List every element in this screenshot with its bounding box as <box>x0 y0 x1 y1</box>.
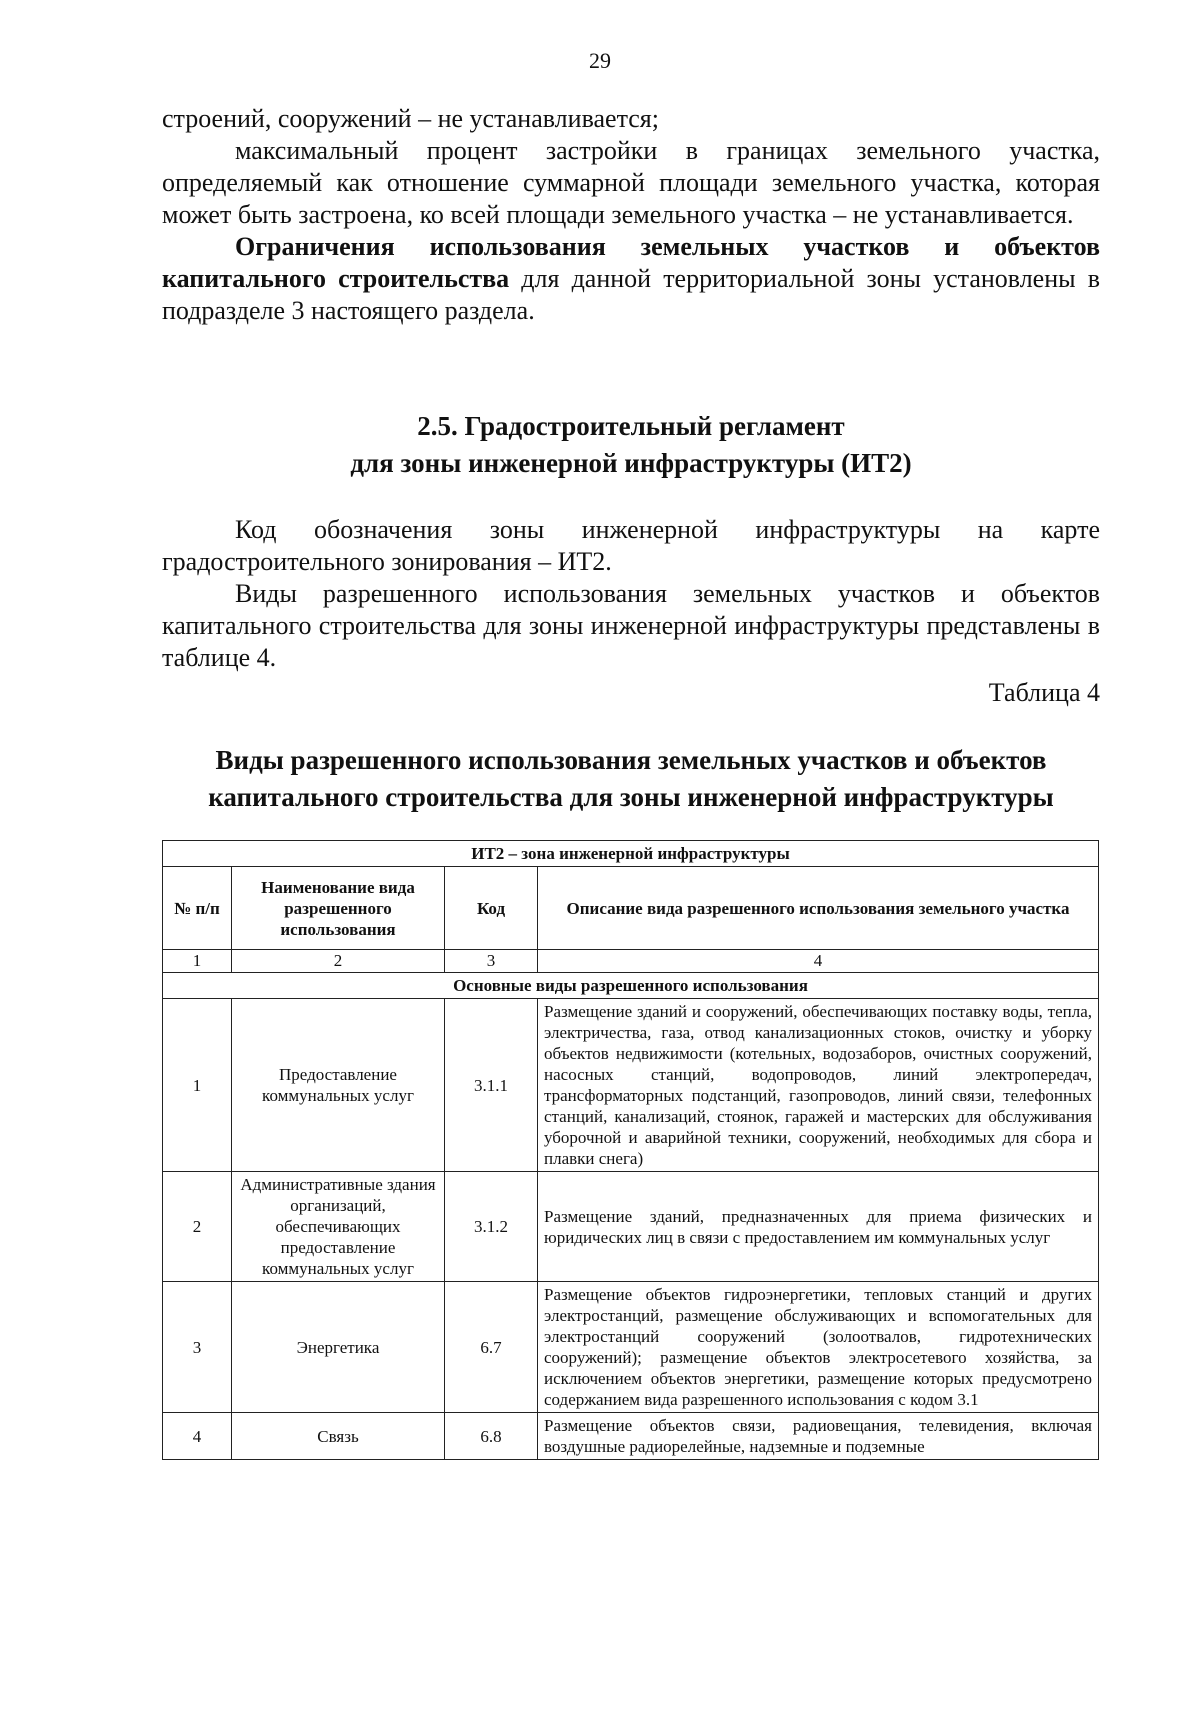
table-title-line-1: Виды разрешенного использования земельных участков и объектов <box>215 745 1047 775</box>
row-name: Предоставление коммунальных услуг <box>232 999 445 1172</box>
column-number: 3 <box>445 950 538 973</box>
row-code: 3.1.2 <box>445 1172 538 1282</box>
row-code: 6.8 <box>445 1413 538 1460</box>
zone-header-row <box>163 841 1099 867</box>
row-code: 6.7 <box>445 1282 538 1413</box>
group-header-cell: Основные виды разрешенного использования <box>163 973 1099 999</box>
section-title <box>162 408 1100 482</box>
section-text <box>162 514 1100 674</box>
table-row <box>163 1413 1099 1460</box>
page-number: 29 <box>589 48 611 73</box>
intro-text <box>162 103 1100 327</box>
column-header-row <box>163 867 1099 950</box>
restrictions-rest-text: для данной территориальной зоны установлены в подразделе 3 настоящего раздела. <box>162 264 1100 325</box>
row-name: Связь <box>232 1413 445 1460</box>
intro-paragraph-building-percent: максимальный процент застройки в границах земельного участка, определяемый как отношение суммарной площади земельного участка, которая может быть застроена, ко всей площади земельного участка – не устанавливается. <box>162 136 1100 229</box>
header-description: Описание вида разрешенного использования земельного участка <box>538 867 1099 950</box>
row-num: 3 <box>163 1282 232 1413</box>
row-name: Энергетика <box>232 1282 445 1413</box>
row-description: Размещение объектов связи, радиовещания, телевидения, включая воздушные радиорелейные, надземные и подземные <box>538 1413 1099 1460</box>
zone-header-cell: ИТ2 – зона инженерной инфраструктуры <box>163 841 1099 867</box>
table-title <box>162 742 1100 816</box>
header-num: № п/п <box>163 867 232 950</box>
row-code: 3.1.1 <box>445 999 538 1172</box>
table-row <box>163 999 1099 1172</box>
row-description: Размещение зданий, предназначенных для приема физических и юридических лиц в связи с предоставлением им коммунальных услуг <box>538 1172 1099 1282</box>
row-name: Административные здания организаций, обеспечивающих предоставление коммунальных услуг <box>232 1172 445 1282</box>
row-description: Размещение зданий и сооружений, обеспечивающих поставку воды, тепла, электричества, газа, отвод канализационных стоков, очистку и уборку объектов недвижимости (котельных, водозаборов, очистных сооружений, насосных станций, водопроводов, линий электропередач, трансформаторных подстанций, газопроводов, линий связи, телефонных станций, канализаций, стоянок, гаражей и мастерских для обслуживания уборочной и аварийной техники, сооружений, необходимых для сбора и плавки снега) <box>538 999 1099 1172</box>
column-number: 1 <box>163 950 232 973</box>
table-row <box>163 1172 1099 1282</box>
zone-code-paragraph: Код обозначения зоны инженерной инфраструктуры на карте градостроительного зонирования – ИТ2. <box>162 515 1100 576</box>
row-num: 2 <box>163 1172 232 1282</box>
table-label: Таблица 4 <box>988 678 1100 707</box>
header-name: Наименование вида разрешенного использования <box>232 867 445 950</box>
column-number-row <box>163 950 1099 973</box>
row-num: 1 <box>163 999 232 1172</box>
table-title-line-2: капитального строительства для зоны инженерной инфраструктуры <box>208 782 1054 812</box>
row-num: 4 <box>163 1413 232 1460</box>
table-row <box>163 1282 1099 1413</box>
row-description: Размещение объектов гидроэнергетики, тепловых станций и других электростанций, размещение обслуживающих и вспомогательных для электростанций сооружений (золоотвалов, гидротехнических сооружений); размещение объектов электросетевого хозяйства, за исключением объектов энергетики, размещение которых предусмотрено содержанием вида разрешенного использования с кодом 3.1 <box>538 1282 1099 1413</box>
section-title-line-2: для зоны инженерной инфраструктуры (ИТ2) <box>350 448 912 478</box>
header-code: Код <box>445 867 538 950</box>
restrictions-bold-text: Ограничения использования земельных участков и объектов капитального строительства <box>162 232 1100 293</box>
column-number: 2 <box>232 950 445 973</box>
intro-paragraph-restrictions <box>162 231 1100 327</box>
permitted-uses-paragraph: Виды разрешенного использования земельных участков и объектов капитального строительства для зоны инженерной инфраструктуры представлены в таблице 4. <box>162 579 1100 672</box>
section-title-line-1: 2.5. Градостроительный регламент <box>417 411 845 441</box>
group-header-row <box>163 973 1099 999</box>
intro-line: строений, сооружений – не устанавливается; <box>162 104 659 133</box>
column-number: 4 <box>538 950 1099 973</box>
permitted-uses-table <box>162 840 1099 1460</box>
